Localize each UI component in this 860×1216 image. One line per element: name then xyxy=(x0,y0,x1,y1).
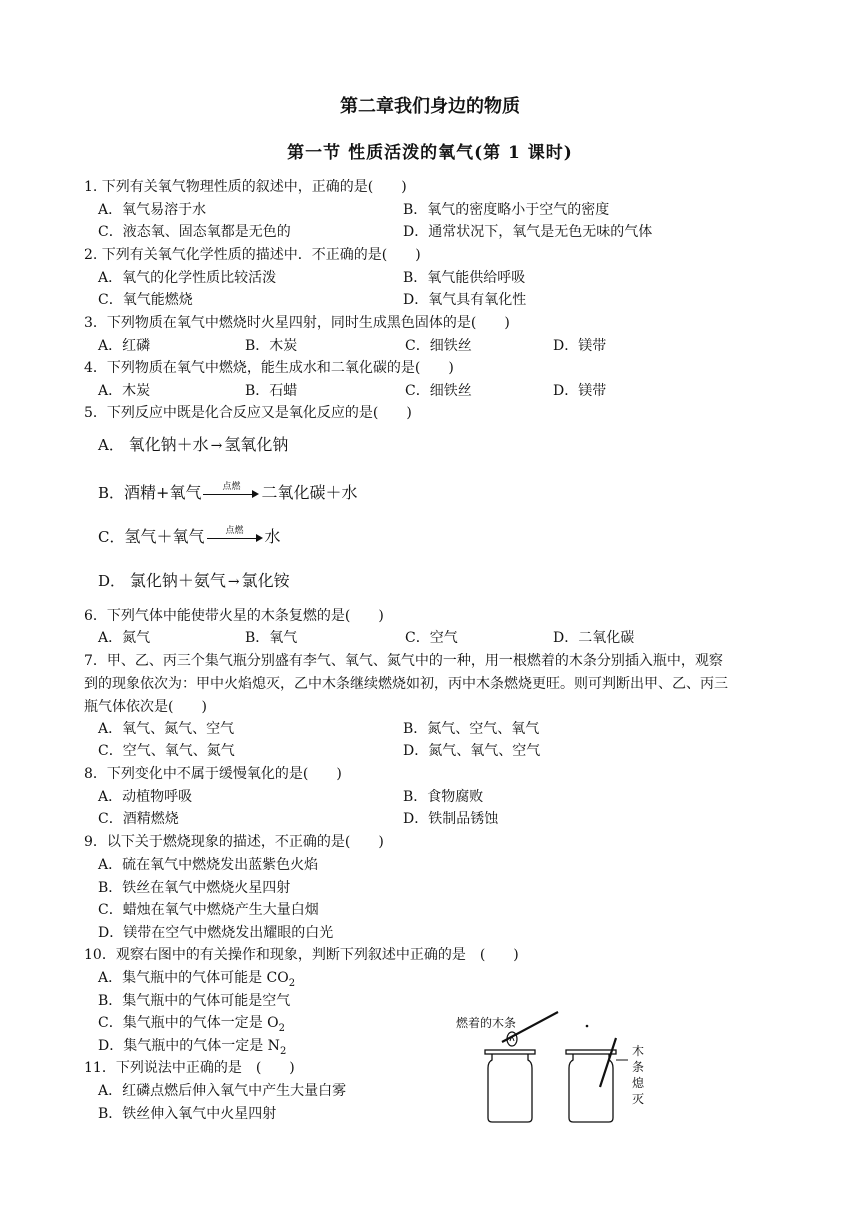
q10-c-text: C．集气瓶中的气体一定是 O xyxy=(98,1015,279,1031)
q5-d-label: D． xyxy=(98,572,126,590)
q10-option-c xyxy=(98,1012,285,1034)
q5-b-label: B． xyxy=(98,484,125,502)
q10-stem: 10．观察右图中的有关操作和现象，判断下列叙述中正确的是 ( ) xyxy=(84,947,519,963)
q6-option-b: B．氧气 xyxy=(245,630,298,646)
q8-option-b: B．食物腐败 xyxy=(403,789,484,805)
q10-option-a xyxy=(98,967,295,989)
q5-option-a xyxy=(98,432,288,455)
q5-a-product: 氢氧化钠 xyxy=(224,435,289,454)
q7-option-a: A．氧气、氮气、空气 xyxy=(98,721,235,737)
splint-out-label-3: 熄 xyxy=(632,1076,645,1090)
q1-option-a: A．氧气易溶于水 xyxy=(98,202,207,218)
q8-option-c: C．酒精燃烧 xyxy=(98,811,179,827)
q2-option-d: D．氧气具有氧化性 xyxy=(403,292,527,308)
q5-c-product: 水 xyxy=(264,527,281,546)
splint-out-label-2: 条 xyxy=(632,1060,645,1074)
q1-stem: 1. 下列有关氧气物理性质的叙述中，正确的是( ) xyxy=(84,179,407,195)
q8-stem: 8．下列变化中不属于缓慢氧化的是( ) xyxy=(84,766,342,782)
q10-a-text: A．集气瓶中的气体可能是 CO xyxy=(98,970,289,986)
q11-stem: 11．下列说法中正确的是 ( ) xyxy=(84,1060,295,1076)
q5-b-condition: 点燃 xyxy=(222,482,241,492)
q11-option-a: A．红磷点燃后伸入氧气中产生大量白雾 xyxy=(98,1083,347,1099)
q1-option-d: D．通常状况下，氧气是无色无味的气体 xyxy=(403,224,653,240)
q10-d-subscript: 2 xyxy=(279,1045,287,1057)
q5-option-b xyxy=(98,480,357,503)
q6-option-c: C．空气 xyxy=(405,630,458,646)
q5-a-label: A． xyxy=(98,436,124,454)
q7-stem-line1: 7．甲、乙、丙三个集气瓶分别盛有李气、氧气、氮气中的一种，用一根燃着的木条分别插入瓶中，观察 xyxy=(84,653,723,669)
q3-option-a: A．红磷 xyxy=(98,338,151,354)
q5-c-condition: 点燃 xyxy=(225,526,244,536)
q5-c-reactants: 氢气＋氧气 xyxy=(124,527,205,546)
q3-option-d: D．镁带 xyxy=(553,338,607,354)
q3-option-c: C．细铁丝 xyxy=(405,338,472,354)
q4-option-d: D．镁带 xyxy=(553,383,607,399)
q4-option-a: A．木炭 xyxy=(98,383,151,399)
q10-a-subscript: 2 xyxy=(288,977,296,989)
q5-c-label: C． xyxy=(98,528,125,546)
q1-option-c: C．液态氧、固态氧都是无色的 xyxy=(98,224,291,240)
q5-b-reactants: 酒精+氧气 xyxy=(124,483,202,502)
q9-option-a: A．硫在氧气中燃烧发出蓝紫色火焰 xyxy=(98,857,319,873)
q5-option-c xyxy=(98,524,281,547)
q10-option-b: B．集气瓶中的气体可能是空气 xyxy=(98,993,291,1009)
q5-option-d xyxy=(98,568,290,591)
q6-option-d: D．二氧化碳 xyxy=(553,630,635,646)
burning-splint-label: 燃着的木条 xyxy=(456,1016,517,1030)
q5-d-product: 氯化铵 xyxy=(241,571,290,590)
q2-option-b: B．氧气能供给呼吸 xyxy=(403,270,526,286)
splint-out-label-4: 灭 xyxy=(632,1092,645,1106)
q1-option-b: B．氧气的密度略小于空气的密度 xyxy=(403,202,610,218)
gas-jar-figure xyxy=(440,1010,660,1125)
q3-option-b: B．木炭 xyxy=(245,338,298,354)
q4-option-b: B．石蜡 xyxy=(245,383,298,399)
q8-option-a: A．动植物呼吸 xyxy=(98,789,193,805)
q6-stem: 6．下列气体中能使带火星的木条复燃的是( ) xyxy=(84,608,384,624)
q7-option-c: C．空气、氧气、氮气 xyxy=(98,743,235,759)
q4-stem: 4．下列物质在氧气中燃烧，能生成水和二氧化碳的是( ) xyxy=(84,360,454,376)
q9-option-d: D．镁带在空气中燃烧发出耀眼的白光 xyxy=(98,925,334,941)
q2-option-a: A．氧气的化学性质比较活泼 xyxy=(98,270,277,286)
q9-option-b: B．铁丝在氧气中燃烧火星四射 xyxy=(98,880,291,896)
q7-stem-line2: 到的现象依次为：甲中火焰熄灭，乙中木条继续燃烧如初，丙中木条燃烧更旺。则可判断出甲、乙、丙三 xyxy=(84,676,728,692)
q5-d-reactants: 氯化钠＋氨气 xyxy=(129,571,226,590)
q9-option-c: C．蜡烛在氧气中燃烧产生大量白烟 xyxy=(98,902,319,918)
q9-stem: 9．以下关于燃烧现象的描述，不正确的是( ) xyxy=(84,834,384,850)
ignite-arrow-icon xyxy=(203,482,259,501)
q2-stem: 2. 下列有关氧气化学性质的描述中．不正确的是( ) xyxy=(84,247,421,263)
q10-option-d xyxy=(98,1035,286,1057)
q5-a-reactants: 氧化钠＋水 xyxy=(128,435,209,454)
section-title: 第一节 性质活泼的氧气(第 1 课时) xyxy=(287,143,573,163)
q10-c-subscript: 2 xyxy=(278,1022,286,1034)
chapter-title: 第二章我们身边的物质 xyxy=(340,96,520,117)
ignite-arrow-icon xyxy=(207,526,263,545)
q8-option-d: D．铁制品锈蚀 xyxy=(403,811,499,827)
q7-stem-line3: 瓶气体依次是( ) xyxy=(84,699,207,715)
splint-out-label-1: 木 xyxy=(632,1044,645,1058)
reaction-arrow-icon: → xyxy=(210,438,223,454)
q2-option-c: C．氧气能燃烧 xyxy=(98,292,193,308)
q7-option-d: D．氮气、氧气、空气 xyxy=(403,743,541,759)
reaction-arrow-icon: → xyxy=(227,574,240,590)
q3-stem: 3．下列物质在氧气中燃烧时火星四射，同时生成黑色固体的是( ) xyxy=(84,315,510,331)
q6-option-a: A．氮气 xyxy=(98,630,151,646)
q11-option-b: B．铁丝伸入氧气中火星四射 xyxy=(98,1106,277,1122)
q10-d-text: D．集气瓶中的气体一定是 N xyxy=(98,1038,280,1054)
q5-b-product: 二氧化碳＋水 xyxy=(261,483,358,502)
q5-stem: 5．下列反应中既是化合反应又是氧化反应的是( ) xyxy=(84,405,412,421)
q4-option-c: C．细铁丝 xyxy=(405,383,472,399)
q7-option-b: B．氮气、空气、氧气 xyxy=(403,721,540,737)
